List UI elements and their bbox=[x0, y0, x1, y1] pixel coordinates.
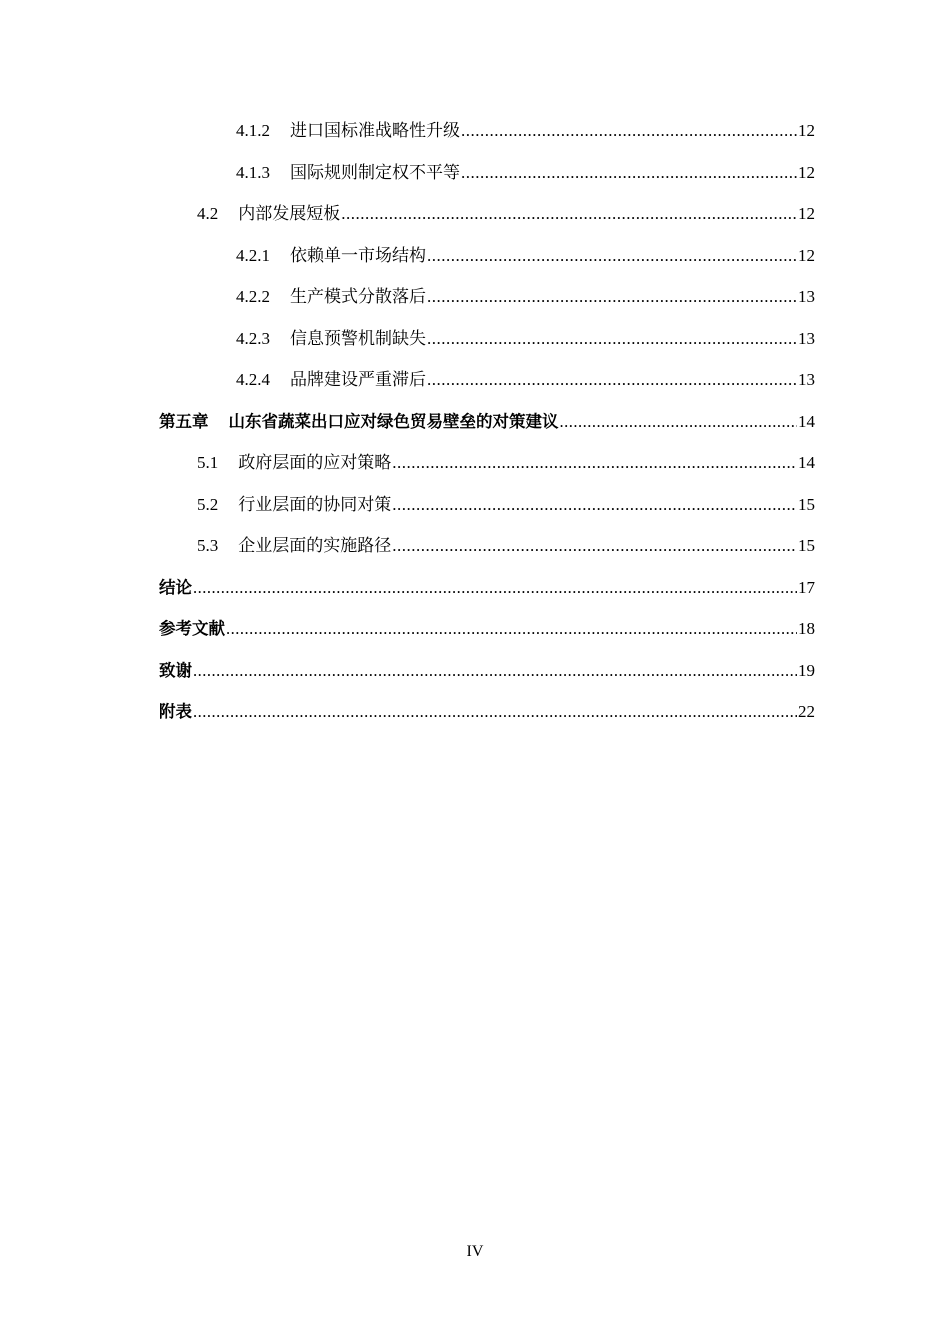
toc-entry-page: 12 bbox=[798, 245, 815, 265]
dot-leader bbox=[193, 567, 797, 609]
toc-entry[interactable] bbox=[159, 359, 815, 401]
toc-entry-title: 国际规则制定权不平等 bbox=[290, 162, 460, 182]
toc-entry[interactable] bbox=[159, 193, 815, 235]
toc-entry-title: 品牌建设严重滞后 bbox=[290, 370, 426, 389]
toc-entry-page: 13 bbox=[798, 370, 815, 389]
toc-entry-page: 12 bbox=[798, 162, 815, 182]
toc-entry[interactable] bbox=[159, 401, 815, 443]
toc-entry[interactable] bbox=[159, 650, 815, 692]
toc-entry-number: 4.2.3 bbox=[236, 328, 270, 348]
toc-entry-page: 15 bbox=[798, 494, 815, 514]
toc-entry-page: 22 bbox=[798, 702, 815, 721]
toc-entry-page: 12 bbox=[798, 121, 815, 140]
toc-entry-page: 18 bbox=[798, 619, 815, 638]
toc-entry-page: 13 bbox=[798, 328, 815, 348]
toc-entry-title: 行业层面的协同对策 bbox=[238, 494, 392, 514]
toc-entry-page: 17 bbox=[798, 577, 815, 597]
dot-leader bbox=[560, 401, 798, 443]
toc-entry[interactable] bbox=[159, 110, 815, 152]
toc-entry[interactable] bbox=[159, 525, 815, 567]
toc-entry-title: 致谢 bbox=[159, 660, 192, 680]
dot-leader bbox=[193, 650, 797, 692]
toc-entry-title: 附表 bbox=[159, 702, 192, 721]
toc-entry-title: 依赖单一市场结构 bbox=[290, 245, 426, 265]
dot-leader bbox=[341, 193, 797, 235]
toc-entry-title: 内部发展短板 bbox=[238, 204, 341, 223]
toc-entry[interactable] bbox=[159, 152, 815, 194]
toc-entry[interactable] bbox=[159, 567, 815, 609]
toc-entry-title: 山东省蔬菜出口应对绿色贸易壁垒的对策建议 bbox=[228, 411, 559, 431]
toc-entry-title: 生产模式分散落后 bbox=[290, 287, 426, 306]
toc-entry-title: 企业层面的实施路径 bbox=[238, 536, 392, 555]
dot-leader bbox=[193, 691, 797, 733]
toc-entry[interactable] bbox=[159, 691, 815, 733]
toc-entry[interactable] bbox=[159, 608, 815, 650]
toc-entry-title: 信息预警机制缺失 bbox=[290, 328, 426, 348]
dot-leader bbox=[427, 359, 797, 401]
toc-entry[interactable] bbox=[159, 484, 815, 526]
toc-entry-page: 12 bbox=[798, 204, 815, 223]
dot-leader bbox=[461, 152, 797, 194]
toc-entry[interactable] bbox=[159, 276, 815, 318]
dot-leader bbox=[427, 235, 797, 277]
toc-entry-title: 政府层面的应对策略 bbox=[238, 453, 392, 472]
toc-entry-number: 5.2 bbox=[197, 494, 219, 514]
page-number: IV bbox=[466, 1243, 484, 1260]
dot-leader bbox=[461, 110, 797, 152]
toc-entry-number: 第五章 bbox=[159, 411, 209, 431]
toc-entry-page: 15 bbox=[798, 536, 815, 555]
toc-entry[interactable] bbox=[159, 442, 815, 484]
toc-entry-number: 4.2.2 bbox=[236, 287, 270, 306]
dot-leader bbox=[392, 484, 797, 526]
toc-entry-number: 4.1.2 bbox=[236, 121, 270, 140]
dot-leader bbox=[392, 442, 797, 484]
toc-entry-number: 5.3 bbox=[197, 536, 219, 555]
dot-leader bbox=[226, 608, 797, 650]
toc-entry[interactable] bbox=[159, 318, 815, 360]
table-of-contents bbox=[159, 110, 815, 733]
toc-entry-title: 结论 bbox=[159, 577, 192, 597]
toc-entry-page: 13 bbox=[798, 287, 815, 306]
toc-entry-number: 4.2 bbox=[197, 204, 219, 223]
toc-entry-number: 4.2.4 bbox=[236, 370, 270, 389]
toc-entry-title: 进口国标准战略性升级 bbox=[290, 121, 460, 140]
toc-entry-title: 参考文献 bbox=[159, 619, 225, 638]
dot-leader bbox=[427, 318, 797, 360]
toc-entry-page: 19 bbox=[798, 660, 815, 680]
toc-entry-number: 4.2.1 bbox=[236, 245, 270, 265]
toc-entry-number: 5.1 bbox=[197, 453, 219, 472]
toc-entry-page: 14 bbox=[798, 411, 815, 431]
toc-entry-number: 4.1.3 bbox=[236, 162, 270, 182]
dot-leader bbox=[392, 525, 797, 567]
toc-entry-page: 14 bbox=[798, 453, 815, 472]
toc-entry[interactable] bbox=[159, 235, 815, 277]
dot-leader bbox=[427, 276, 797, 318]
